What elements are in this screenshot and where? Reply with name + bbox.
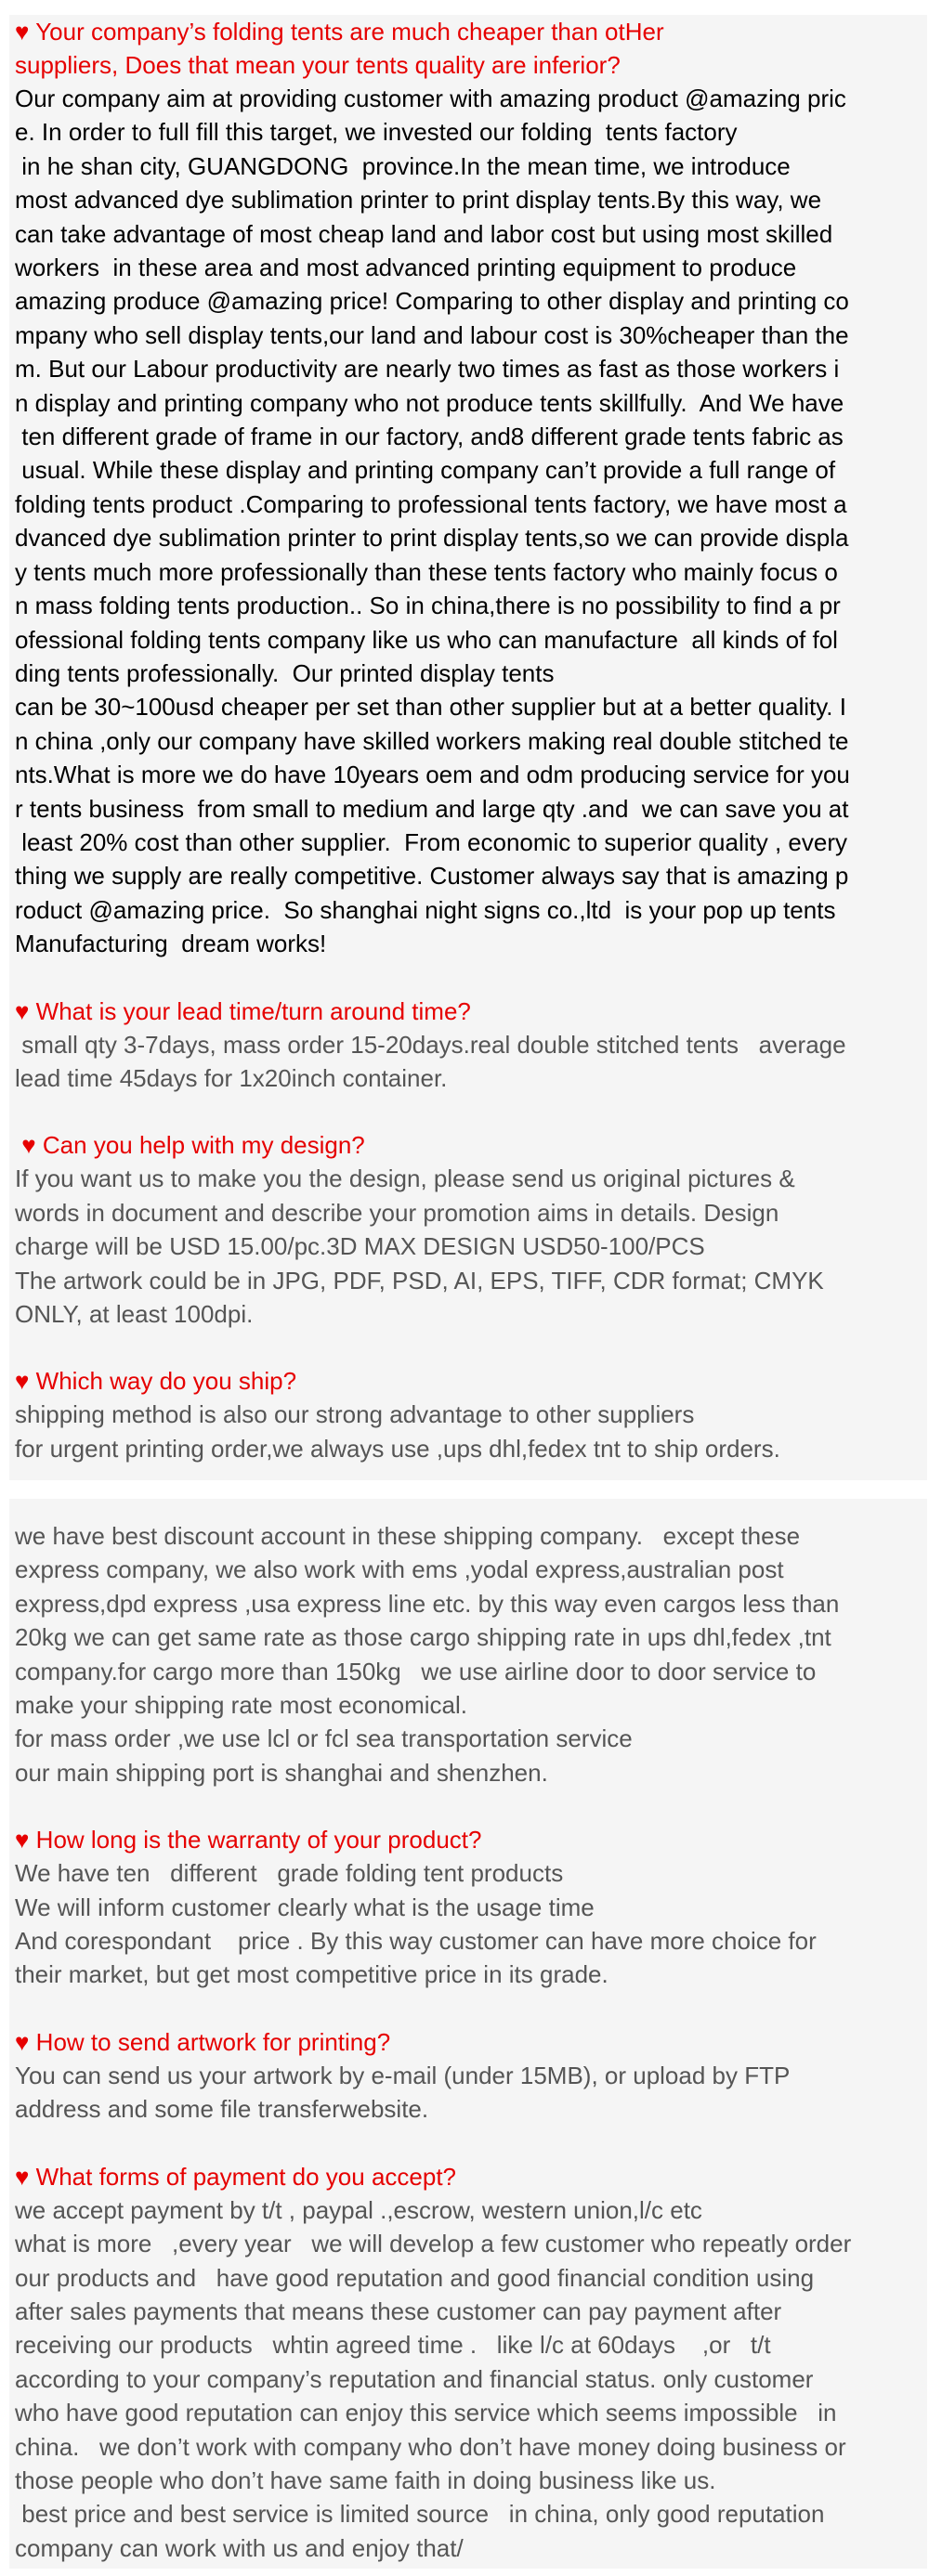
- answer-line: company.for cargo more than 150kg we use airline door to door service to: [15, 1657, 817, 1685]
- answer-line: china. we don’t work with company who don’t have money doing business or: [15, 2432, 846, 2461]
- question-text: What is your lead time/turn around time?: [35, 996, 471, 1025]
- answer-line: workers in these area and most advanced printing equipment to produce: [15, 254, 797, 282]
- answer-line: those people who don’t have same faith in doing business like us.: [15, 2465, 716, 2494]
- answer-line: most advanced dye sublimation printer to print display tents.By this way, we: [15, 186, 822, 215]
- answer-line: receiving our products whtin agreed time . like l/c at 60days ,or t/t: [15, 2331, 771, 2360]
- faq-panel-bottom: [9, 1499, 927, 2569]
- faq-question: [15, 1823, 922, 1856]
- answer-line: m. But our Labour productivity are nearly two times as fast as those workers i: [15, 355, 840, 384]
- faq-question: [15, 995, 922, 1028]
- question-text: Which way do you ship?: [35, 1367, 297, 1396]
- heart-icon: ♥: [15, 996, 30, 1025]
- faq-question: [15, 1128, 922, 1162]
- question-line: suppliers, Does that mean your tents quality are inferior?: [15, 51, 621, 79]
- spacer: [15, 2127, 922, 2160]
- heart-icon: ♥: [21, 1131, 36, 1160]
- faq-item-warranty: [15, 1823, 922, 1992]
- faq-item-price-quality: [15, 15, 922, 961]
- answer-line: small qty 3-7days, mass order 15-20days.real double stitched tents average: [15, 1030, 846, 1059]
- answer-line: for mass order ,we use lcl or fcl sea transportation service: [15, 1724, 633, 1753]
- answer-line: words in document and describe your promotion aims in details. Design: [15, 1198, 779, 1227]
- faq-item-artwork: [15, 2025, 922, 2127]
- question-line: Your company’s folding tents are much cheaper than otHer: [35, 18, 664, 46]
- answer-line: y tents much more professionally than these tents factory who mainly focus o: [15, 557, 838, 586]
- answer-line: their market, but get most competitive price in its grade.: [15, 1960, 608, 1989]
- answer-line: ofessional folding tents company like us who can manufacture all kinds of fol: [15, 625, 838, 654]
- answer-line: company can work with us and enjoy that/: [15, 2533, 464, 2562]
- answer-line: what is more ,every year we will develop a few customer who repeatly order: [15, 2230, 852, 2258]
- question-text: How long is the warranty of your product?: [35, 1826, 482, 1854]
- spacer: [15, 1331, 922, 1364]
- faq-item-lead-time: [15, 995, 922, 1096]
- answer-line: n china ,only our company have skilled workers making real double stitched te: [15, 726, 849, 755]
- answer-line: can take advantage of most cheap land and labor cost but using most skilled: [15, 219, 833, 248]
- answer-line: usual. While these display and printing company can’t provide a full range of: [15, 456, 836, 485]
- answer-line: address and some file transferwebsite.: [15, 2095, 429, 2124]
- answer-line: n display and printing company who not produce tents skillfully. And We have: [15, 388, 844, 417]
- answer-line: roduct @amazing price. So shanghai night signs co.,ltd is your pop up tents: [15, 895, 836, 924]
- answer-line: shipping method is also our strong advantage to other suppliers: [15, 1400, 695, 1429]
- answer-line: nts.What is more we do have 10years oem and odm producing service for you: [15, 761, 850, 789]
- faq-item-design: [15, 1128, 922, 1331]
- faq-panel-top: [9, 15, 927, 1480]
- answer-line: The artwork could be in JPG, PDF, PSD, AI, EPS, TIFF, CDR format; CMYK: [15, 1266, 824, 1295]
- answer-line: in he shan city, GUANGDONG province.In the mean time, we introduce: [15, 151, 791, 180]
- answer-line: Manufacturing dream works!: [15, 930, 327, 958]
- answer-line: charge will be USD 15.00/pc.3D MAX DESIGN USD50-100/PCS: [15, 1232, 705, 1261]
- heart-icon: ♥: [15, 2027, 30, 2056]
- answer-line: We will inform customer clearly what is the usage time: [15, 1893, 595, 1921]
- answer-line: we have best discount account in these shipping company. except these: [15, 1522, 801, 1550]
- answer-line: amazing produce @amazing price! Comparing to other display and printing co: [15, 287, 849, 316]
- answer-line: e. In order to full fill this target, we invested our folding tents factory: [15, 118, 738, 147]
- faq-question: [15, 2160, 922, 2193]
- question-text: Can you help with my design?: [42, 1131, 365, 1160]
- spacer: [15, 1095, 922, 1128]
- answer-line: If you want us to make you the design, please send us original pictures &: [15, 1164, 795, 1193]
- faq-question: [15, 1364, 922, 1398]
- faq-item-payment: [15, 2160, 922, 2565]
- answer-line: ONLY, at least 100dpi.: [15, 1300, 254, 1328]
- answer-line: And corespondant price . By this way customer can have more choice for: [15, 1927, 817, 1956]
- answer-line: best price and best service is limited source in china, only good reputation: [15, 2500, 825, 2529]
- question-text: What forms of payment do you accept?: [35, 2162, 457, 2191]
- answer-line: express,dpd express ,usa express line etc. by this way even cargos less than: [15, 1589, 840, 1618]
- answer-line: folding tents product .Comparing to professional tents factory, we have most a: [15, 489, 847, 518]
- answer-line: who have good reputation can enjoy this service which seems impossible in: [15, 2399, 837, 2427]
- answer-line: after sales payments that means these customer can pay payment after: [15, 2296, 782, 2325]
- answer-line: according to your company’s reputation and financial status. only customer: [15, 2364, 814, 2393]
- faq-question: [15, 15, 922, 48]
- spacer: [15, 1992, 922, 2025]
- faq-answer: [15, 82, 922, 961]
- faq-shipping-continued: [15, 1519, 922, 1789]
- faq-item-shipping: [15, 1364, 922, 1465]
- answer-line: r tents business from small to medium and large qty .and we can save you at: [15, 794, 849, 823]
- answer-line: You can send us your artwork by e-mail (under 15MB), or upload by FTP: [15, 2061, 791, 2089]
- answer-line: ding tents professionally. Our printed display tents: [15, 658, 555, 687]
- heart-icon: ♥: [15, 1826, 30, 1854]
- answer-line: thing we supply are really competitive. Customer always say that is amazing p: [15, 862, 849, 891]
- answer-line: express company, we also work with ems ,yodal express,australian post: [15, 1555, 784, 1584]
- answer-line: for urgent printing order,we always use ,ups dhl,fedex tnt to ship orders.: [15, 1434, 780, 1463]
- faq-question: [15, 2025, 922, 2059]
- spacer: [15, 1789, 922, 1823]
- answer-line: lead time 45days for 1x20inch container.: [15, 1063, 448, 1092]
- heart-icon: ♥: [15, 2162, 30, 2191]
- answer-line: our main shipping port is shanghai and shenzhen.: [15, 1758, 548, 1787]
- heart-icon: ♥: [15, 18, 30, 46]
- answer-line: ten different grade of frame in our factory, and8 different grade tents fabric as: [15, 423, 844, 451]
- answer-line: our products and have good reputation and good financial condition using: [15, 2263, 815, 2292]
- heart-icon: ♥: [15, 1367, 30, 1396]
- spacer: [15, 961, 922, 995]
- answer-line: We have ten different grade folding tent products: [15, 1859, 564, 1888]
- answer-line: mpany who sell display tents,our land and labour cost is 30%cheaper than the: [15, 320, 849, 349]
- answer-line: make your shipping rate most economical.: [15, 1691, 468, 1720]
- answer-line: 20kg we can get same rate as those cargo shipping rate in ups dhl,fedex ,tnt: [15, 1623, 831, 1652]
- answer-line: can be 30~100usd cheaper per set than other supplier but at a better quality. I: [15, 693, 846, 722]
- answer-line: we accept payment by t/t , paypal .,escrow, western union,l/c etc: [15, 2195, 702, 2224]
- answer-line: n mass folding tents production.. So in china,there is no possibility to find a pr: [15, 592, 841, 620]
- answer-line: dvanced dye sublimation printer to print display tents,so we can provide displa: [15, 524, 849, 553]
- answer-line: Our company aim at providing customer with amazing product @amazing pric: [15, 85, 846, 112]
- question-text: How to send artwork for printing?: [35, 2027, 391, 2056]
- answer-line: least 20% cost than other supplier. From economic to superior quality , every: [15, 827, 847, 856]
